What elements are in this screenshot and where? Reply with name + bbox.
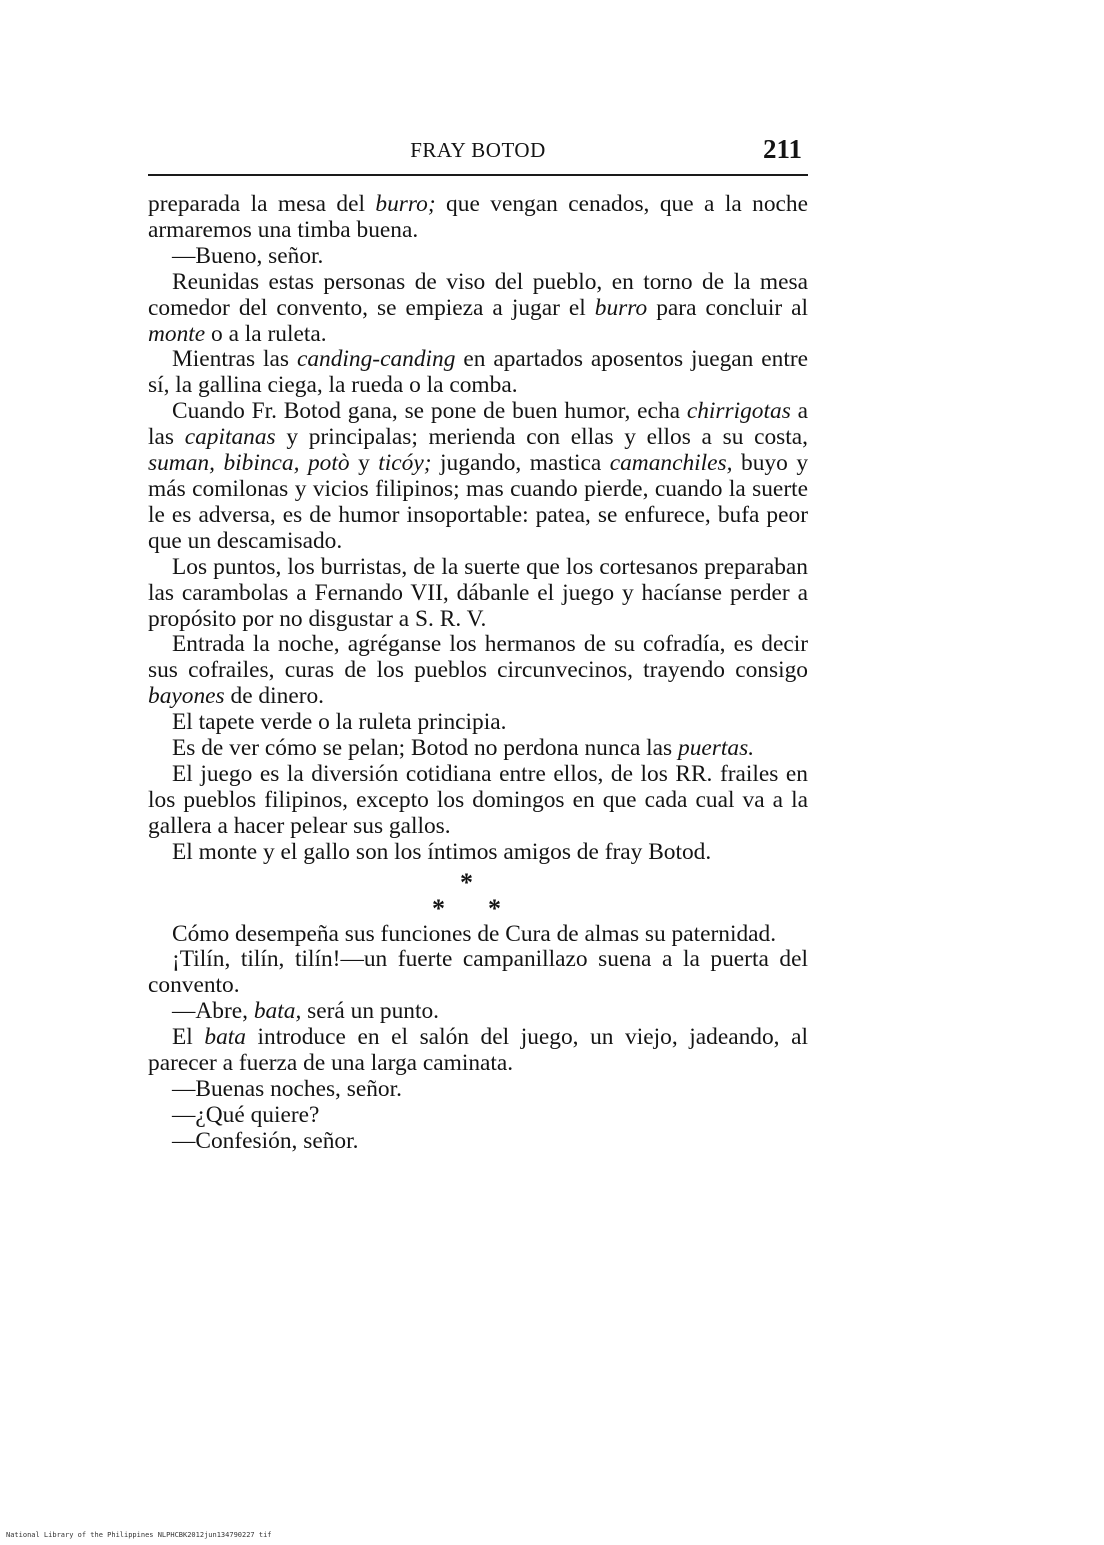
paragraph: El tapete verde o la ruleta principia. [172,709,507,736]
running-title: FRAY BOTOD [410,138,546,162]
paragraph: El juego es la diversión cotidiana entre ellos, de los RR. frailes en los pueblos filipinos, excepto los domingos en que cada cual va a la gallera a hacer pelear sus gallos. [148,760,808,839]
italic-term: bata [204,1024,246,1051]
italic-term: chirrigotas [686,398,791,425]
paragraph: Reunidas estas personas de viso del pueblo, en torno de la mesa comedor del convento, se empieza a jugar el burro para concluir al monte o a la ruleta. [148,268,809,347]
paragraph: —Buenas noches, señor. [172,1076,402,1102]
section-break-asterism [148,866,808,922]
italic-term: canding-canding [296,346,456,373]
paragraph: El monte y el gallo son los íntimos amigos de fray Botod. [172,838,712,865]
italic-term: bata, [253,998,302,1025]
scan-footer-label: National Library of the Philippines NLPHCBK2012jun134790227 tif [6,1531,272,1539]
italic-term: suman, bibinca, potò [148,450,350,477]
asterisk: * [460,867,473,897]
paragraph: Cómo desempeña sus funciones de Cura de almas su paternidad. [172,920,777,947]
paragraph: El bata introduce en el salón del juego, un viejo, jadeando, al parecer a fuerza de una larga caminata. [148,1024,808,1077]
italic-term: burro [594,294,648,321]
paragraph: Es de ver cómo se pelan; Botod no perdona nunca las puertas. [172,735,755,762]
asterisk: * [488,893,501,923]
paragraphs-after-break [148,922,808,1155]
asterisk: * [432,893,445,923]
italic-term: monte [148,320,206,347]
italic-term: burro; [375,191,436,217]
body-text [148,192,808,1155]
paragraph: Mientras las canding-canding en apartados aposentos juegan entre sí, la gallina ciega, la rueda o la comba. [148,346,808,399]
paragraph: Cuando Fr. Botod gana, se pone de buen humor, echa chirrigotas a las capitanas y principalas; merienda con ellas y ellos a su costa, suman, bibinca, potò y ticóy; jugando, mastica camanchiles, buyo y más comilonas y vicios filipinos; mas cuando pierde, cuando la suerte le es adversa, es de humor insoportable: patea, se enfurece, bufa peor que un descamisado. [148,398,809,554]
paragraphs-before-break [148,192,808,866]
italic-term: puertas. [678,735,755,762]
italic-term: bayones [148,683,225,710]
paragraph: —Abre, bata, será un punto. [172,998,440,1025]
italic-term: ticóy; [378,450,432,477]
paragraph: —Confesión, señor. [172,1127,359,1154]
italic-term: camanchiles, [609,450,733,477]
paragraph: Los puntos, los burristas, de la suerte que los cortesanos preparaban las carambolas a Fernando VII, dábanle el juego y hacíanse perder a propósito por no disgustar a S. R. V. [148,553,808,632]
book-page [148,134,808,1155]
paragraph: Entrada la noche, agréganse los hermanos de su cofradía, es decir sus cofrailes, curas de los pueblos circunvecinos, trayendo consigo bayones de dinero. [148,631,808,710]
paragraph: preparada la mesa del burro; que vengan cenados, que a la noche armaremos una timba buena. [148,191,808,243]
page-header [148,134,808,176]
italic-term: capitanas [184,424,276,451]
paragraph: —¿Qué quiere? [172,1101,320,1128]
paragraph: ¡Tilín, tilín, tilín!—un fuerte campanillazo suena a la puerta del convento. [148,946,808,999]
paragraph: —Bueno, señor. [172,242,324,269]
page-number: 211 [762,134,802,164]
